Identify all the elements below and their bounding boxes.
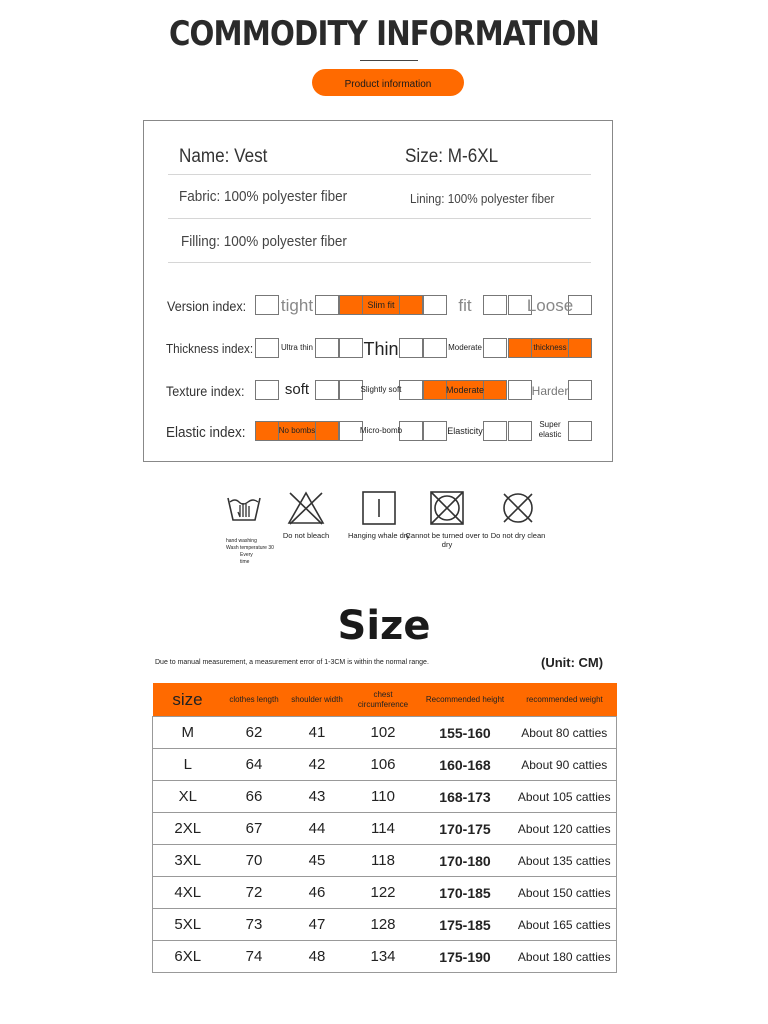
- index-option-label: Slightly soft: [360, 385, 402, 394]
- table-cell: About 105 catties: [513, 781, 617, 813]
- table-cell: 72: [223, 877, 286, 909]
- table-cell: 64: [223, 749, 286, 781]
- hand-wash-label: hand washing Wash temperature 30 Every time: [226, 538, 274, 565]
- table-cell: 102: [349, 717, 418, 749]
- info-divider: [168, 174, 591, 175]
- index-label: Version index:: [167, 298, 247, 314]
- index-option-label: Super elastic: [538, 420, 562, 439]
- table-row: [153, 877, 617, 909]
- page-title: COMMODITY INFORMATION: [168, 14, 600, 54]
- care-no-bleach: Do not bleach: [261, 490, 351, 540]
- care-no-tumble-dry: Cannot be turned over to dry: [402, 490, 492, 549]
- index-segment: [568, 421, 592, 441]
- table-cell: About 150 catties: [513, 877, 617, 909]
- hang-dry-icon: [359, 490, 399, 526]
- index-option-label: Loose: [526, 296, 574, 315]
- no-bleach-icon: [286, 490, 326, 526]
- table-row: [153, 941, 617, 973]
- table-cell: About 135 catties: [513, 845, 617, 877]
- index-option-label: tight: [280, 296, 314, 315]
- measurement-note: Due to manual measurement, a measurement error of 1-3CM is within the normal range.: [155, 659, 429, 666]
- header-weight: recommended weight: [513, 683, 617, 717]
- table-cell: 44: [286, 813, 349, 845]
- table-cell: 45: [286, 845, 349, 877]
- table-row: [153, 845, 617, 877]
- table-cell: XL: [153, 781, 223, 813]
- index-option-label: thickness: [533, 343, 567, 352]
- size-table-body: [153, 717, 617, 973]
- table-cell: 73: [223, 909, 286, 941]
- table-cell: About 90 catties: [513, 749, 617, 781]
- index-option-label: Moderate: [448, 343, 482, 352]
- table-row: [153, 909, 617, 941]
- index-option-label: Moderate: [445, 385, 485, 395]
- table-cell: 6XL: [153, 941, 223, 973]
- table-cell: 170-180: [418, 845, 513, 877]
- index-option-label: Harder: [531, 384, 569, 398]
- index-option-label: Thin: [363, 339, 399, 359]
- table-cell: 110: [349, 781, 418, 813]
- index-option-label: Ultra thin: [280, 343, 313, 352]
- table-cell: 106: [349, 749, 418, 781]
- table-cell: 128: [349, 909, 418, 941]
- no-tumble-dry-icon: [427, 490, 467, 526]
- index-option-label: Slim fit: [367, 300, 395, 310]
- table-cell: 70: [223, 845, 286, 877]
- header-shoulder: shoulder width: [286, 683, 349, 717]
- size-table: [152, 683, 617, 973]
- unit-label: (Unit: CM): [541, 655, 604, 670]
- size-section-title: Size: [337, 603, 431, 649]
- table-cell: About 180 catties: [513, 941, 617, 973]
- table-cell: 118: [349, 845, 418, 877]
- product-info-badge: Product information: [312, 69, 464, 96]
- size-field: Size: M-6XL: [405, 146, 499, 167]
- table-cell: 170-185: [418, 877, 513, 909]
- table-cell: 43: [286, 781, 349, 813]
- index-option-label: fit: [458, 296, 472, 315]
- index-option-label: No bombs: [278, 426, 316, 435]
- table-cell: 122: [349, 877, 418, 909]
- header-length: clothes length: [223, 683, 286, 717]
- info-divider: [168, 262, 591, 263]
- table-cell: 67: [223, 813, 286, 845]
- table-cell: 155-160: [418, 717, 513, 749]
- header-chest: chest circumference: [349, 683, 418, 717]
- table-cell: 48: [286, 941, 349, 973]
- table-cell: 41: [286, 717, 349, 749]
- index-label: Elastic index:: [166, 424, 246, 441]
- table-cell: 2XL: [153, 813, 223, 845]
- table-cell: L: [153, 749, 223, 781]
- size-table-header: [153, 683, 617, 717]
- table-cell: 134: [349, 941, 418, 973]
- hand-wash-icon: [224, 490, 264, 526]
- table-cell: 5XL: [153, 909, 223, 941]
- table-cell: About 165 catties: [513, 909, 617, 941]
- index-option-label: Elasticity: [447, 426, 483, 436]
- lining-field: Lining: 100% polyester fiber: [410, 191, 555, 206]
- table-cell: M: [153, 717, 223, 749]
- no-dry-clean-icon: [498, 490, 538, 526]
- title-divider: [360, 60, 418, 61]
- care-no-dry-clean: Do not dry clean: [473, 490, 563, 540]
- header-size: size: [153, 683, 223, 717]
- name-field: Name: Vest: [179, 146, 268, 167]
- table-cell: 46: [286, 877, 349, 909]
- table-cell: 175-185: [418, 909, 513, 941]
- index-label: Texture index:: [166, 383, 245, 399]
- table-cell: 160-168: [418, 749, 513, 781]
- table-row: [153, 717, 617, 749]
- fabric-field: Fabric: 100% polyester fiber: [179, 188, 348, 205]
- table-cell: 42: [286, 749, 349, 781]
- table-cell: 170-175: [418, 813, 513, 845]
- index-label: Thickness index:: [166, 341, 254, 356]
- table-row: [153, 813, 617, 845]
- table-cell: 175-190: [418, 941, 513, 973]
- index-option-label: Micro-bomb: [359, 426, 403, 435]
- product-info-box: [143, 120, 613, 462]
- table-cell: 66: [223, 781, 286, 813]
- table-cell: 74: [223, 941, 286, 973]
- table-cell: 3XL: [153, 845, 223, 877]
- info-divider: [168, 218, 591, 219]
- table-cell: About 120 catties: [513, 813, 617, 845]
- table-cell: About 80 catties: [513, 717, 617, 749]
- table-cell: 168-173: [418, 781, 513, 813]
- header-height: Recommended height: [418, 683, 513, 717]
- table-cell: 114: [349, 813, 418, 845]
- table-cell: 47: [286, 909, 349, 941]
- table-cell: 4XL: [153, 877, 223, 909]
- index-segment: [508, 421, 532, 441]
- filling-field: Filling: 100% polyester fiber: [181, 233, 347, 250]
- table-row: [153, 781, 617, 813]
- table-row: [153, 749, 617, 781]
- care-hang-dry: Hanging whale dry: [334, 490, 424, 540]
- index-option-label: soft: [284, 381, 310, 398]
- table-cell: 62: [223, 717, 286, 749]
